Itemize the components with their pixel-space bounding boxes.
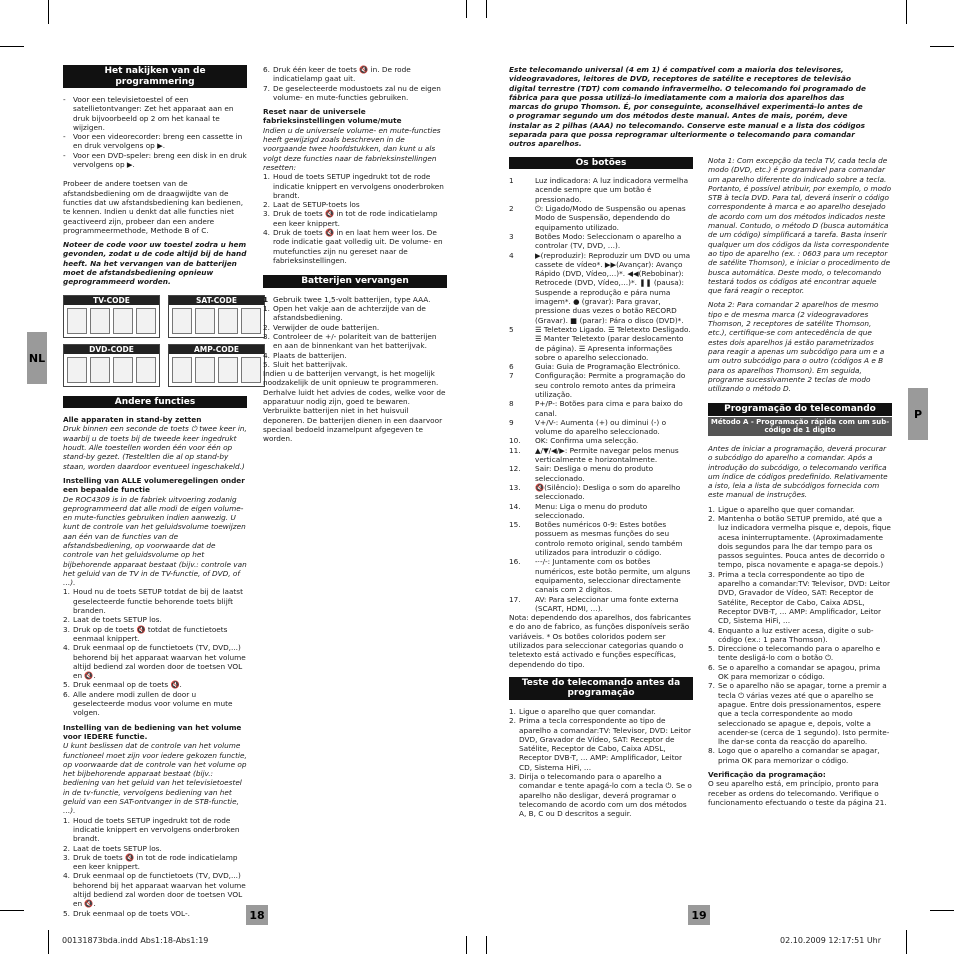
- bullet-item: Voor een DVD-speler: breng een disk in en druk vervolgens op ▶.: [73, 150, 247, 170]
- button-item: ▲/▼/◀/▶: Permite navegar pelos menus verticalmente e horizontalmente.: [535, 445, 679, 465]
- step: Prima a tecla correspondente ao tipo de aparelho a comandar:TV: Televisor, DVD: Leitor DVD, Gravador de Vídeo, SAT: Receptor de Satélite, Receptor de Cabo, Caixa ADSL, Receptor DVB-T, … AMP: Amplificador, Leitor CD, Sistema HiFi, …: [718, 569, 891, 626]
- step: Druk eenmaal op de toets 🔇.: [73, 680, 182, 690]
- step: Druk één keer de toets 🔇 in. De rode indicatielamp gaat uit.: [273, 65, 411, 84]
- step: Houd de toets SETUP ingedrukt tot de rode indicatie knippert en vervolgens onderbroken brandt.: [73, 815, 240, 844]
- step: Druk op de toets 🔇 totdat de functietoets eenmaal knippert.: [73, 624, 228, 643]
- step: Se o aparelho não se apagar, torne a premir a tecla ⏻ várias vezes até que o aparelho se apague. Entre dois pressionamentos, espere que a tecla correspondente ao modo seleccionado se apague e, depois, volte a acender-se (cerca de 1 segundo). Isto permite-lhe dar-se conta da reacção do aparelho.: [718, 681, 890, 747]
- code-box-dvd: [63, 344, 160, 387]
- step: Druk de toets 🔇 in tot de rode indicatielamp een keer knippert.: [73, 852, 238, 872]
- button-item: Guia: Guia de Programação Electrónico.: [535, 362, 681, 372]
- item-number: 11.: [509, 445, 521, 455]
- step: Ligue o aparelho que quer comandar.: [519, 706, 656, 716]
- paragraph: U kunt beslissen dat de controle van het volume functioneel moet zijn voor iedere gekozen functie, op voorwaarde dat de controle van het volume op het bijbehorende apparaat bestaat (bijv.: bediening van het geluid van het televisietoestel in de tv-functie, vervolgens bediening van het geluid van een SAT-ontvanger in de STB-functie, …).: [63, 741, 247, 816]
- step: Druk eenmaal op de toets VOL-.: [73, 908, 190, 918]
- paragraph: Indien u de batterijen vervangt, is het mogelijk noodzakelijk de unit opnieuw te programmeren. Derhalve luidt het advies de codes, welke voor de apparatuur nodig zijn, goed te bewaren. Verbruikte batterijen niet in het huisvuil deponeren. De batterijen dienen in een daarvoor speciaal bedoeld inzamelpunt afgegeven te worden.: [263, 369, 446, 444]
- step: Prima a tecla correspondente ao tipo de aparelho a comandar:TV: Televisor, DVD: Leitor DVD, Gravador de Vídeo, SAT: Receptor de Satélite, Receptor de Cabo, Caixa ADSL, Receptor DVB-T, … AMP: Amplificador, Leitor CD, Sistema HiFi, …: [519, 716, 692, 772]
- crop-mark: [906, 930, 907, 954]
- page-number-left: 18: [246, 905, 268, 925]
- bullet-item: Voor een videorecorder: breng een cassette in en druk vervolgens op ▶.: [73, 132, 243, 151]
- paragraph: Druk binnen een seconde de toets ⏻ twee keer in, waarbij u de toets bij de tweede keer ingedrukt houdt. Alle toestellen worden één voor één op stand-by gezet. (Testeltlen die al op stand-by staan, worden daardoor eventueel ingeschakeld.): [63, 424, 247, 471]
- column-nl-2: 6. Druk één keer de toets 🔇 in. De rode indicatielamp gaat uit. 7. De geselecteerde modustoets zal nu de eigen volume- en mute-functies gebruiken. Reset naar de universele fabrieksinstellingen volume/mute Indien u de universele volume- en mute-functies heeft gewijzigd zoals beschreven in de voorgaande twee hoofdstukken, dan kunt u als volgt deze functies naar de fabrieksinstellingen resetten: 1. Houd de toets SETUP ingedrukt tot de rode indicatie knippert en vervolgens onoderbroken brandt. 2. Laat de SETUP-toets los 3. Druk de toets 🔇 in tot de rode indicatielamp een keer knippert. 4. Druk de toets 🔇 in en laat hem weer los. De rode indicatie gaat volledig uit. De volume- en mutefuncties zijn nu gereset naar de fabrieksinstellingen. Batterijen vervangen 1 Gebruik twee 1,5-volt batterijen, type AAA. 1. Open het vakje aan de achterzijde van de afstandsbediening. 2. Verwijder de oude batterijen. 3. Controleer de +/- polariteit van de batterijen en aan de binnenkant van het batterijvak. 4. Plaats de batterijen. 5. Sluit het batterijvak. Indien u de batterijen vervangt, is het mogelijk noodzakelijk de unit opnieuw te programmeren. Derhalve luidt het advies de codes, welke voor de apparatuur nodig zijn, goed te bewaren. Verbruikte batterijen niet in het huisvuil deponeren. De batterijen dienen in een daarvoor speciaal bedoeld inzamelpunt afgegeven te worden.: [263, 65, 446, 444]
- subsection-title: Reset naar de universele fabrieksinstellingen volume/mute: [263, 107, 402, 126]
- code-label: TV-CODE: [64, 296, 159, 305]
- crop-mark: [906, 0, 907, 24]
- code-label: DVD-CODE: [64, 345, 159, 354]
- button-item: OK: Confirma uma selecção.: [535, 436, 639, 446]
- bullet-item: Voor een televisietoestel of een satellietontvanger: Zet het apparaat aan en druk bijvoorbeeld op 2 om het kanaal te wijzigen.: [73, 95, 234, 132]
- step: Houd de toets SETUP ingedrukt tot de rode indicatie knippert en vervolgens onoderbroken brandt.: [273, 172, 444, 200]
- button-item: Botões Modo: Seleccionam o aparelho a controlar (TV, DVD, …).: [535, 231, 682, 251]
- intro-paragraph: Este telecomando universal (4 em 1) é compatível com a maioria dos televisores, videogravadores, leitores de DVD, receptores de satélite e receptores de televisão digital terrestre (TDT) com comando infravermelho. O telecomando foi programado de fábrica para que possa utilizá-lo imediatamente com a maioria dos aparelhos das marcas do grupo Thomson. É, por conseguinte, aconselhável experimentá-lo antes de o programar segundo um dos métodos deste manual. Antes de mais, porém, deve instalar as 2 pilhas (AAA) no telecomando. Conserve este manual e a lista dos códigos separada para que possa reprogramar ulteriormente o telecomando para comandar outros aparelhos.: [509, 65, 866, 149]
- code-label: AMP-CODE: [169, 345, 264, 354]
- step: Open het vakje aan de achterzijde van de afstandsbediening.: [273, 304, 426, 323]
- language-tab-nl: NL: [27, 332, 47, 384]
- note-paragraph: Nota 2: Para comandar 2 aparelhos de mesmo tipo e de mesma marca (2 videogravadores Thomson, 2 receptores de satélite Thomson, etc.), certifique-se com antecedência de que estes dois aparelhos já estão parametrizados para reagir a apenas um subcódigo para um e a um outro subcódigo para o outro (códigos A e B para os aparelhos Thomson). Em seguida, programe sucessivamente 2 teclas de modo utilizando o método D.: [708, 300, 885, 394]
- step: Sluit het batterijvak.: [273, 359, 348, 369]
- subsection-title: Verificação da programação:: [708, 770, 826, 780]
- paragraph: Probeer de andere toetsen van de afstandsbediening om de draagwijdte van de functies dat uw afstandsbediening kan bedienen, te kennen. Indien u denkt dat alle functies niet geactiveerd zijn, probeer dan een andere programmeermethode, Methode B of C.: [63, 179, 244, 235]
- button-item: Sair: Desliga o menu do produto seleccionado.: [535, 464, 654, 483]
- step: Laat de toets SETUP los.: [73, 615, 162, 625]
- code-row: [63, 344, 247, 387]
- button-item: ☰ Teletexto Ligado. ☰ Teletexto Desligado. ☰ Manter Teletexto (parar deslocamento de página). ☰ Apresenta informações sobre o aparelho seleccionado.: [535, 324, 691, 362]
- step: Dirija o telecomando para o aparelho a comandar e tente apagá-lo com a tecla ⏻. Se o aparelho não desligar, deverá programar o telecomando de acordo com um dos métodos A, B, C ou D descritos a seguir.: [519, 771, 692, 819]
- step: Alle andere modi zullen de door u geselecteerde modus voor volume en mute volgen.: [73, 689, 233, 718]
- button-item: 🔇(Silêncio): Desliga o som do aparelho seleccionado.: [535, 482, 681, 502]
- item-number: 6: [509, 362, 514, 372]
- column-pt-1: Este telecomando universal (4 em 1) é compatível com a maioria dos televisores, videogravadores, leitores de DVD, receptores de satélite e receptores de televisão digital terrestre (TDT) com comando infravermelho. O telecomando foi programado de fábrica para que possa utilizá-lo imediatamente com a maioria dos aparelhos das marcas do grupo Thomson. É, por conseguinte, aconselhável experimentá-lo antes de o programar segundo um dos métodos deste manual. Antes de mais, porém, deve instalar as 2 pilhas (AAA) no telecomando. Conserve este manual e a lista dos códigos separada para que possa reprogramar ulteriormente o telecomando para comandar outros aparelhos. Os botões 1 Luz indicadora: A luz indicadora vermelha acende sempre que um botão é pressionado. 2 ⏻: Ligado/Modo de Suspensão ou apenas Modo de Suspensão, dependendo do equipamento utilizado. 3 Botões Modo: Seleccionam o aparelho a controlar (TV, DVD, …). 4 ▶(reproduzir): Reproduzir um DVD ou uma cassete de vídeo*. ▶▶(Avançar): Avanço Rápido (DVD, Vídeo,…)*. ◀◀(Rebobinar): Retrocede (DVD, Vídeo,…)*. ❚❚ (pausa): Suspende a reprodução e pára numa imagem*. ● (gravar): Para gravar, pressione duas vezes o botão RECORD (Gravar). ■ (parar): Pára o disco (DVD)*. 5 ☰ Teletexto Ligado. ☰ Teletexto Desligado. ☰ Manter Teletexto (parar deslocamento de página). ☰ Apresenta informações sobre o aparelho seleccionado. 6 Guia: Guia de Programação Electrónico. 7 Configuração: Permite a programação do seu controlo remoto antes da primeira utilização. 8 P+/P-: Botões para cima e para baixo do canal. 9 V+/V-: Aumenta (+) ou diminui (-) o volume do aparelho seleccionado. 10. OK: Confirma uma selecção. 11. ▲/▼/◀/▶: Permite navegar pelos menus verticalmente e horizontalmente. 12. Sair: Desliga o menu do produto seleccionado. 13. 🔇(Silêncio): Desliga o som do aparelho seleccionado. 14. Menu: Liga o menu do produto seleccionado. 15. Botões numéricos 0-9: Estes botões possuem as mesmas funções do seu controlo remoto original, sendo também utilizados para introduzir o código. 16. -·-/-: Juntamente com os botões numéricos, este botão permite, um alguns equipamento, seleccionar directamente canais com 2 digitos. 17. AV: Para seleccionar uma fonte externa (SCART, HDMI, …). Nota: dependendo dos aparelhos, dos fabricantes e do ano de fabrico, as funções disponíveis serão variáveis. * Os botões coloridos podem ser utilizados para seleccionar categorias quando o teletexto está activado e funções específicas, dependendo do tipo. Teste do telecomando antes da programação 1. Ligue o aparelho que quer comandar. 2. Prima a tecla correspondente ao tipo de aparelho a comandar:TV: Televisor, DVD: Leitor DVD, Gravador de Vídeo, SAT: Receptor de Satélite, Receptor de Cabo, Caixa ADSL, Receptor DVB-T, … AMP: Amplificador, Leitor CD, Sistema HiFi, … 3. Dirija o telecomando para o aparelho a comandar e tente apagá-lo com a tecla ⏻. Se o aparelho não desligar, deverá programar o telecomando de acordo com um dos métodos A, B, C ou D descritos a seguir.: [509, 65, 693, 818]
- step: Mantenha o botão SETUP premido, até que a luz indicadora vermelha pisque e, depois, fique acesa ininterruptamente. (Aproximadamente dois segundos para lhe dar tempo para os passos seguintes. Pouca antes de decorrido o tempo, pisca novamente e apaga-se depois.): [718, 514, 891, 570]
- crop-mark: [466, 936, 467, 954]
- item-number: 1: [509, 176, 514, 186]
- step: Enquanto a luz estiver acesa, digite o sub-código (ex.: 1 para Thomson).: [718, 625, 874, 644]
- code-row: [63, 295, 247, 338]
- button-item: Menu: Liga o menu do produto seleccionado.: [535, 501, 648, 520]
- item-number: 12.: [509, 464, 521, 474]
- crop-mark: [486, 0, 487, 18]
- item-number: 13.: [509, 482, 521, 492]
- subsection-title: Instelling van de bediening van het volume voor IEDERE functie.: [63, 722, 242, 741]
- note-paragraph: Nota: dependendo dos aparelhos, dos fabricantes e do ano de fabrico, as funções disponíveis serão variáveis. * Os botões coloridos podem ser utilizados para seleccionar categorias quando o teletexto está activado e funções específicas, dependendo do tipo.: [509, 613, 691, 669]
- item-number: 14.: [509, 501, 521, 511]
- code-box-amp: [168, 344, 265, 387]
- note-paragraph: Nota 1: Com excepção da tecla TV, cada tecla de modo (DVD, etc.) é programável para comandar um aparelho diferente do indicado sobre a tecla. Portanto, é possível atribuir, por exemplo, o modo STB à tecla DVD. Para tal, deverá inserir o código correspondente à marca e ao aparelho desejado de acordo com um dos métodos indicados neste manual. Contudo, o método D (busca automática de um código) simplificará a tarefa. Basta inserir qualquer um dos códigos da lista correspondente ao tipo de aparelho (ex. : 0603 para um receptor de satélite Thomson), e iniciar o procedimento de busca automática. Deste modo, o telecomando testará todos os códigos até encontrar aquele que fará reagir o receptor.: [708, 156, 892, 296]
- section-header: Andere functies: [63, 396, 247, 409]
- button-item: ▶(reproduzir): Reproduzir um DVD ou uma cassete de vídeo*. ▶▶(Avançar): Avanço Rápido (DVD, Vídeo,…)*. ◀◀(Rebobinar): Retrocede (DVD, Vídeo,…)*. ❚❚ (pausa): Suspende a reprodução e pára numa imagem*. ● (gravar): Para gravar, pressione duas vezes o botão RECORD (Gravar). ■ (parar): Pára o disco (DVD)*.: [535, 250, 691, 325]
- section-header: Batterijen vervangen: [263, 275, 447, 288]
- item-number: 7: [509, 371, 514, 381]
- step: Plaats de batterijen.: [273, 350, 347, 360]
- button-item: V+/V-: Aumenta (+) ou diminui (-) o volume do aparelho seleccionado.: [535, 417, 667, 437]
- column-pt-2: Nota 1: Com excepção da tecla TV, cada tecla de modo (DVD, etc.) é programável para comandar um aparelho diferente do indicado sobre a tecla. Portanto, é possível atribuir, por exemplo, o modo STB à tecla DVD. Para tal, deverá inserir o código correspondente à marca e ao aparelho desejado de acordo com um dos métodos indicados neste manual. Contudo, o método D (busca automática de um código) simplificará a tarefa. Basta inserir qualquer um dos códigos da lista correspondente ao tipo de aparelho (ex. : 0603 para um receptor de satélite Thomson), e iniciar o procedimento de busca automática. Deste modo, o telecomando testará todos os códigos até encontrar aquele que fará reagir o receptor. Nota 2: Para comandar 2 aparelhos de mesmo tipo e de mesma marca (2 videogravadores Thomson, 2 receptores de satélite Thomson, etc.), certifique-se com antecedência de que estes dois aparelhos já estão parametrizados para reagir a apenas um subcódigo para um e a um outro subcódigo para o outro (códigos A e B para os aparelhos Thomson). Em seguida, programe sucessivamente 2 teclas de modo utilizando o método D. Programação do telecomando Método A - Programação rápida com um sub-código de 1 digito Antes de iniciar a programação, deverá procurar o subcódigo do aparelho a comandar. Após a introdução do subcódigo, o telecomando verifica um índice de códigos predefinido. Relativamente a isto, leia a lista de subcódigos fornecida com este manual de instruções. 1. Ligue o aparelho que quer comandar. 2. Mantenha o botão SETUP premido, até que a luz indicadora vermelha pisque e, depois, fique acesa ininterruptamente. (Aproximadamente dois segundos para lhe dar tempo para os passos seguintes. Pouca antes de decorrido o tempo, pisca novamente e apaga-se depois.) 3. Prima a tecla correspondente ao tipo de aparelho a comandar:TV: Televisor, DVD: Leitor DVD, Gravador de Vídeo, SAT: Receptor de Satélite, Receptor de Cabo, Caixa ADSL, Receptor DVB-T, … AMP: Amplificador, Leitor CD, Sistema HiFi, … 4. Enquanto a luz estiver acesa, digite o sub-código (ex.: 1 para Thomson). 5. Direccione o telecomando para o aparelho e tente desligá-lo com o botão ⏻. 6. Se o aparelho a comandar se apagou, prima OK para memorizar o código. 7. Se o aparelho não se apagar, torne a premir a tecla ⏻ várias vezes até que o aparelho se apague. Entre dois pressionamentos, espere que a tecla correspondente ao modo seleccionado se apague e, depois, volte a acender-se (cerca de 1 segundo). Isto permite-lhe dar-se conta da reacção do aparelho. 8. Logo que o aparelho a comandar se apagar, prima OK para memorizar o código. Verificação da programação: O seu aparelho está, em princípio, pronto para receber as ordens do telecomando. Verifique o funcionamento efectuando o teste da página 21.: [708, 156, 892, 807]
- step: Druk de toets 🔇 in en laat hem weer los. De rode indicatie gaat volledig uit. De volume- en mutefuncties zijn nu gereset naar de fabrieksinstellingen.: [273, 228, 443, 265]
- step: Druk de toets 🔇 in tot de rode indicatielamp een keer knippert.: [273, 209, 438, 228]
- button-item: ⏻: Ligado/Modo de Suspensão ou apenas Modo de Suspensão, dependendo do equipamento utilizado.: [535, 204, 686, 232]
- step: Controleer de +/- polariteit van de batterijen en aan de binnenkant van het batterijvak.: [273, 331, 437, 351]
- crop-mark: [466, 0, 467, 18]
- item-number: 5: [509, 324, 514, 334]
- section-header: Het nakijken van de programmering: [63, 65, 247, 88]
- crop-mark: [486, 936, 487, 954]
- button-item: P+/P-: Botões para cima e para baixo do canal.: [535, 399, 683, 418]
- step: Direccione o telecomando para o aparelho e tente desligá-lo com o botão ⏻.: [718, 644, 881, 663]
- step: Verwijder de oude batterijen.: [273, 322, 380, 332]
- code-box-tv: [63, 295, 160, 338]
- language-tab-p: P: [908, 388, 928, 440]
- column-nl-1: Het nakijken van de programmering - Voor een televisietoestel of een satellietontvanger: Zet het apparaat aan en druk bijvoorbeeld op 2 om het kanaal te wijzigen. - Voor een videorecorder: breng een cassette in en druk vervolgens op ▶. - Voor een DVD-speler: breng een disk in en druk vervolgens op ▶. Probeer de andere toetsen van de afstandsbediening om de draagwijdte van de functies dat uw afstandsbediening kan bedienen, te kennen. Indien u denkt dat alle functies niet geactiveerd zijn, probeer dan een andere programmeermethode, Methode B of C. Noteer de code voor uw toestel zodra u hem gevonden, zodat u de code altijd bij de hand heeft. Na het vervangen van de batterijen moet de afstandsbediening opnieuw geprogrammeerd worden. TV-CODE SAT-CODE DVD-CODE AMP-CODE Andere functies Alle apparaten in stand-by zetten Druk binnen een seconde de toets ⏻ twee keer in, waarbij u de toets bij de tweede keer ingedrukt houdt. Alle toestellen worden één voor één op stand-by gezet. (Testeltlen die al op stand-by staan, worden daardoor eventueel ingeschakeld.) Instelling van ALLE volumeregelingen onder een bepaalde functie De ROC4309 is in de fabriek uitvoering zodanig geprogrammeerd dat alle modi de eigen volume- en mute-functies gebruiken indien aanwezig. U kunt de controle van het geluidsvolume toewijzen aan één van de functies van de afstandsbediening, op voorwaarde dat de controle van het geluidsvolume op het bijbehorende apparaat bestaat (bijv.: controle van het geluid van de TV in de TV-functie, of DVD, of …). 1. Houd nu de toets SETUP totdat de bij de laatst geselecteerde functie behorende toets blijft branden. 2. Laat de toets SETUP los. 3. Druk op de toets 🔇 totdat de functietoets eenmaal knippert. 4. Druk eenmaal op de functietoets (TV, DVD,...) behorend bij het apparaat waarvan het volume altijd bediend zal worden door de toetsen VOL en 🔇. 5. Druk eenmaal op de toets 🔇. 6. Alle andere modi zullen de door u geselecteerde modus voor volume en mute volgen. Instelling van de bediening van het volume voor IEDERE functie. U kunt beslissen dat de controle van het volume functioneel moet zijn voor iedere gekozen functie, op voorwaarde dat de controle van het volume op het bijbehorende apparaat bestaat (bijv.: bediening van het geluid van het televisietoestel in de tv-functie, vervolgens bediening van het geluid van een SAT-ontvanger in de STB-functie, …). 1. Houd de toets SETUP ingedrukt tot de rode indicatie knippert en vervolgens onderbroken brandt. 2. Laat de toets SETUP los. 3. Druk de toets 🔇 in tot de rode indicatielamp een keer knippert. 4. Druk eenmaal op de functietoets (TV, DVD,...) behorend bij het apparaat waarvan het volume altijd bediend zal worden door de toetsen VOL en 🔇. 5. Druk eenmaal op de toets VOL-.: [63, 65, 247, 918]
- code-box-sat: [168, 295, 265, 338]
- section-header: Os botões: [509, 157, 693, 170]
- page-number-right: 19: [688, 905, 710, 925]
- section-subheader: Método A - Programação rápida com um sub-código de 1 digito: [708, 417, 892, 436]
- subsection-title: Instelling van ALLE volumeregelingen onder een bepaalde functie: [63, 475, 245, 495]
- item-number: 4: [509, 250, 514, 260]
- paragraph: O seu aparelho está, em princípio, pronto para receber as ordens do telecomando. Verifique o funcionamento efectuando o teste da página 21.: [708, 779, 887, 807]
- step: Ligue o aparelho que quer comandar.: [718, 504, 855, 514]
- code-label: SAT-CODE: [169, 296, 264, 305]
- crop-mark: [48, 930, 49, 954]
- crop-mark: [930, 910, 954, 911]
- step: Se o aparelho a comandar se apagou, prima OK para memorizar o código.: [718, 662, 881, 682]
- button-item: AV: Para seleccionar uma fonte externa (SCART, HDMI, …).: [535, 594, 679, 613]
- item-number: 16.: [509, 557, 521, 567]
- step: Druk eenmaal op de functietoets (TV, DVD,...) behorend bij het apparaat waarvan het volume altijd bediend zal worden door de toetsen VOL en 🔇.: [73, 871, 246, 909]
- step: Logo que o aparelho a comandar se apagar, prima OK para memorizar o código.: [718, 746, 880, 765]
- step: De geselecteerde modustoets zal nu de eigen volume- en mute-functies gebruiken.: [273, 83, 441, 102]
- item-number: 15.: [509, 520, 521, 530]
- subsection-title: Alle apparaten in stand-by zetten: [63, 415, 202, 425]
- button-item: -·-/-: Juntamente com os botões numéricos, este botão permite, um alguns equipamento, seleccionar directamente canais com 2 digitos.: [535, 557, 691, 595]
- button-item: Luz indicadora: A luz indicadora vermelha acende sempre que um botão é pressionado.: [535, 176, 689, 204]
- footer-file-info: 00131873bda.indd Abs1:18-Abs1:19: [62, 936, 209, 945]
- section-header: Teste do telecomando antes da programação: [509, 677, 693, 700]
- crop-mark: [48, 0, 49, 24]
- item-number: 8: [509, 399, 514, 409]
- item-number: 3: [509, 231, 514, 241]
- crop-mark: [930, 46, 954, 47]
- paragraph: Antes de iniciar a programação, deverá procurar o subcódigo do aparelho a comandar. Após a introdução do subcódigo, o telecomando verifica um índice de códigos predefinido. Relativamente a isto, leia a lista de subcódigos fornecida com este manual de instruções.: [708, 443, 888, 500]
- crop-mark: [0, 46, 24, 47]
- footer-timestamp: 02.10.2009 12:17:51 Uhr: [780, 936, 882, 945]
- step: Houd nu de toets SETUP totdat de bij de laatst geselecteerde functie behorende toets blijft branden.: [73, 587, 243, 616]
- button-item: Botões numéricos 0-9: Estes botões possuem as mesmas funções do seu controlo remoto original, sendo também utilizados para introduzir o código.: [535, 520, 683, 558]
- paragraph: Indien u de universele volume- en mute-functies heeft gewijzigd zoals beschreven in de voorgaande twee hoofdstukken, dan kunt u als volgt deze functies naar de fabrieksinstellingen resetten:: [263, 125, 441, 172]
- section-header: Programação do telecomando: [708, 403, 892, 416]
- item-number: 10.: [509, 436, 521, 446]
- step: Laat de toets SETUP los.: [73, 843, 162, 853]
- note-paragraph: Noteer de code voor uw toestel zodra u hem gevonden, zodat u de code altijd bij de hand heeft. Na het vervangen van de batterijen moet de afstandsbediening opnieuw geprogrammeerd worden.: [63, 240, 247, 287]
- button-item: Configuração: Permite a programação do seu controlo remoto antes da primeira utilização.: [535, 371, 686, 399]
- item-number: 17.: [509, 594, 521, 604]
- step: Druk eenmaal op de functietoets (TV, DVD,...) behorend bij het apparaat waarvan het volume altijd bediend zal worden door de toetsen VOL en 🔇.: [73, 643, 246, 681]
- paragraph: De ROC4309 is in de fabriek uitvoering zodanig geprogrammeerd dat alle modi de eigen volume- en mute-functies gebruiken indien aanwezig. U kunt de controle van het geluidsvolume toewijzen aan één van de functies van de afstandsbediening, op voorwaarde dat de controle van het geluidsvolume op het bijbehorende apparaat bestaat (bijv.: controle van het geluid van de TV in de TV-functie, of DVD, of …).: [63, 494, 247, 588]
- crop-mark: [0, 910, 24, 911]
- step: Laat de SETUP-toets los: [273, 200, 360, 210]
- item-number: 2: [509, 204, 514, 214]
- item-number: 9: [509, 417, 514, 427]
- paragraph: Gebruik twee 1,5-volt batterijen, type AAA.: [273, 294, 431, 304]
